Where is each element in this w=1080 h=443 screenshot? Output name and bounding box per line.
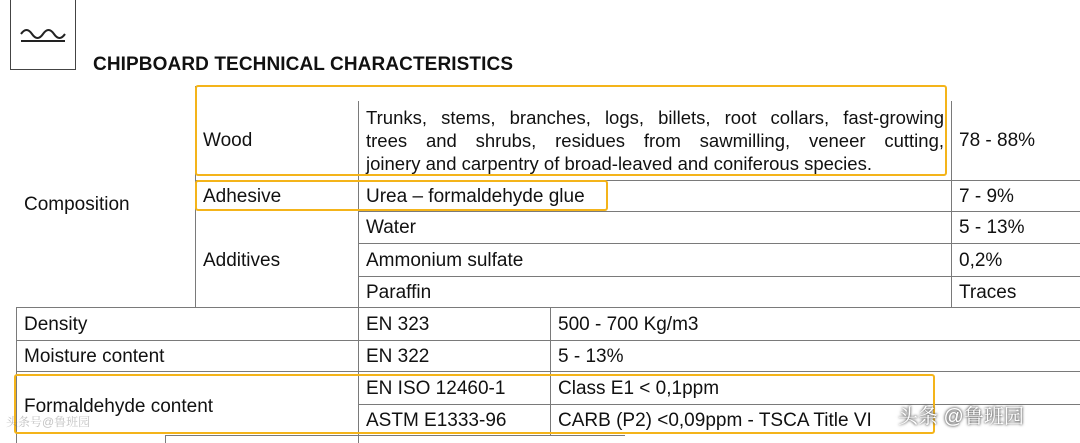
additive-value: Traces <box>959 282 1017 303</box>
density-value: 500 - 700 Kg/m3 <box>558 314 699 335</box>
wood-description-line: trees and shrubs, residues from sawmilling, veneer cutting, <box>366 130 944 151</box>
wave-symbol-icon <box>20 26 68 46</box>
watermark-right: 头条 @鲁班园 <box>898 406 1024 428</box>
moisture-standard: EN 322 <box>366 346 430 367</box>
logo-box <box>10 0 76 70</box>
density-standard: EN 323 <box>366 314 430 335</box>
density-label: Density <box>24 314 88 335</box>
wood-value: 78 - 88% <box>959 130 1036 151</box>
formaldehyde-standard: ASTM E1333-96 <box>366 410 507 431</box>
document-title: CHIPBOARD TECHNICAL CHARACTERISTICS <box>93 54 514 75</box>
watermark-left: 头条号@鲁班园 <box>6 415 91 429</box>
adhesive-description: Urea – formaldehyde glue <box>366 186 585 207</box>
additives-label: Additives <box>203 250 281 271</box>
moisture-label: Moisture content <box>24 346 165 367</box>
adhesive-value: 7 - 9% <box>959 186 1014 207</box>
additive-value: 5 - 13% <box>959 217 1025 238</box>
wood-description-line: joinery and carpentry of broad-leaved and coniferous species. <box>366 153 872 174</box>
composition-label: Composition <box>24 194 130 215</box>
formaldehyde-value: CARB (P2) <0,09ppm - TSCA Title VI <box>558 410 872 431</box>
wood-label: Wood <box>203 130 253 151</box>
additive-name: Ammonium sulfate <box>366 250 524 271</box>
moisture-value: 5 - 13% <box>558 346 624 367</box>
adhesive-label: Adhesive <box>203 186 282 207</box>
formaldehyde-standard: EN ISO 12460-1 <box>366 378 506 399</box>
additive-name: Water <box>366 217 416 238</box>
wood-description-line: Trunks, stems, branches, logs, billets, root collars, fast-growing <box>366 107 944 128</box>
wood-description <box>366 106 944 175</box>
additive-name: Paraffin <box>366 282 432 303</box>
additive-value: 0,2% <box>959 250 1003 271</box>
formaldehyde-value: Class E1 < 0,1ppm <box>558 378 720 399</box>
formaldehyde-label: Formaldehyde content <box>24 396 214 417</box>
